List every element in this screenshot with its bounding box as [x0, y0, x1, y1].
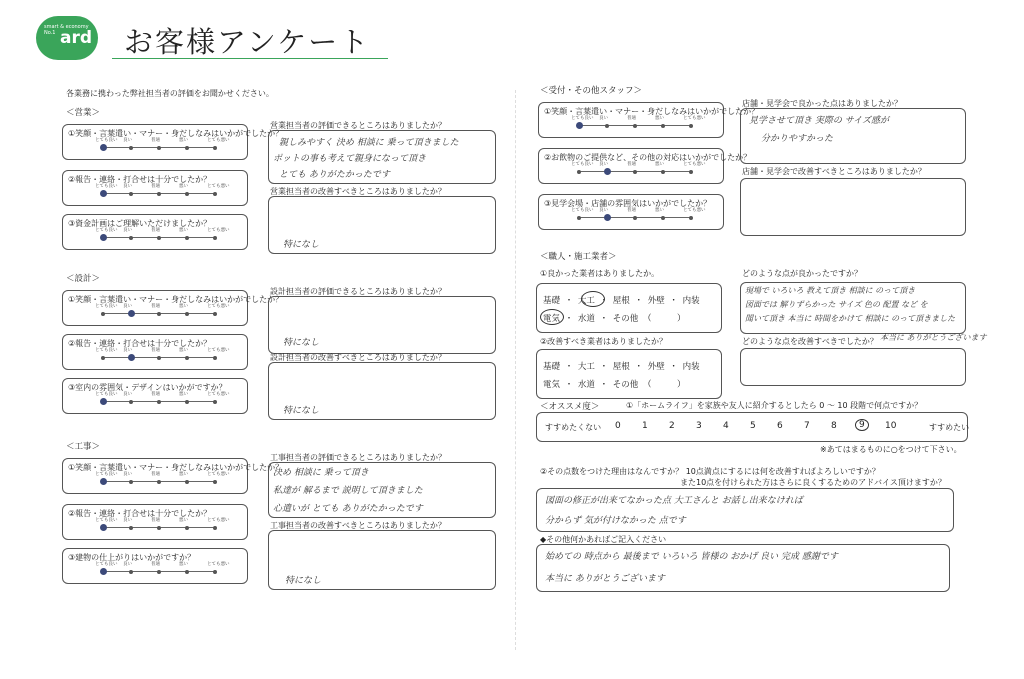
scale-label: 悪い [179, 348, 188, 353]
scale-label: とても良い [571, 162, 594, 167]
recommend-score[interactable]: 10 [885, 421, 897, 431]
scale-labels [85, 227, 235, 235]
rating-dot[interactable] [157, 526, 161, 530]
rating-dot-selected[interactable] [100, 524, 107, 531]
circle-mark [540, 309, 564, 325]
question-text: ②お飲物のご提供など、その他の対応はいかがでしたか？ [544, 153, 752, 162]
sales-heading: ＜営業＞ [66, 108, 101, 118]
rating-dot[interactable] [129, 400, 133, 404]
trades-improve-point-question: どのような点を改善すべきでしたか？ [742, 337, 878, 346]
recommend-scale-box[interactable] [536, 412, 968, 442]
scale-label: とても悪い [683, 162, 706, 167]
rating-dot-selected[interactable] [100, 398, 107, 405]
question-text: ②報告・連絡・打合せは十分でしたか？ [68, 339, 212, 348]
rating-scale [103, 313, 215, 314]
rating-scale [103, 193, 215, 194]
trades-good-point-answer-box[interactable] [740, 282, 966, 334]
scale-labels [561, 207, 711, 215]
rating-dot-selected[interactable] [128, 354, 135, 361]
rating-scale [103, 147, 215, 148]
scale-label: 普通 [151, 392, 160, 397]
handwritten-line: 特になし [285, 576, 322, 586]
scale-labels [85, 183, 235, 191]
rating-dot[interactable] [633, 170, 637, 174]
rating-dot[interactable] [213, 192, 217, 196]
rating-dot[interactable] [661, 170, 665, 174]
scale-label: とても良い [95, 562, 118, 567]
rating-dot[interactable] [633, 124, 637, 128]
handwritten-line: 特になし [283, 240, 320, 250]
rating-question[interactable] [62, 548, 248, 584]
rating-dot[interactable] [185, 192, 189, 196]
rating-dot[interactable] [689, 170, 693, 174]
rating-question[interactable] [538, 102, 760, 138]
rating-dot[interactable] [661, 124, 665, 128]
scale-labels [85, 517, 235, 525]
rating-question[interactable] [62, 170, 248, 206]
scale-labels [561, 115, 711, 123]
rating-dot[interactable] [185, 312, 189, 316]
scale-label: 普通 [151, 184, 160, 189]
rating-dot[interactable] [213, 146, 217, 150]
scale-label: 良い [123, 562, 132, 567]
handwritten-line: ポットの事も考えて親身になって頂き [273, 154, 427, 164]
sales-good-question: 営業担当者の評価できるところはありましたか？ [270, 121, 446, 130]
scale-label: とても良い [95, 184, 118, 189]
rating-dot[interactable] [129, 146, 133, 150]
recommend-score[interactable]: 1 [642, 421, 648, 431]
recommend-score[interactable]: 8 [831, 421, 837, 431]
rating-dot[interactable] [129, 570, 133, 574]
improve-trades-options-box[interactable] [536, 349, 722, 399]
trades-good-point-question: どのような点が良かったですか？ [742, 269, 862, 278]
handwritten-line: 特になし [283, 338, 320, 348]
recommend-score[interactable]: 7 [804, 421, 810, 431]
scale-label: とても悪い [683, 116, 706, 121]
reception-improve-question: 店舗・見学会で改善すべきところはありましたか？ [742, 167, 926, 176]
construction-heading: ＜工事＞ [66, 442, 101, 452]
rating-dot[interactable] [185, 400, 189, 404]
rating-question[interactable] [538, 194, 724, 230]
rating-question[interactable] [62, 214, 248, 250]
rating-dot[interactable] [129, 236, 133, 240]
scale-label: とても悪い [207, 518, 230, 523]
rating-dot[interactable] [157, 312, 161, 316]
scale-label: とても悪い [207, 304, 230, 309]
scale-label: 良い [123, 518, 132, 523]
question-text: ③資金計画はご理解いただけましたか？ [68, 219, 212, 228]
reception-heading: ＜受付・その他スタッフ＞ [540, 86, 643, 96]
scale-label: 悪い [179, 304, 188, 309]
scale-label: 悪い [179, 392, 188, 397]
scale-label: 悪い [179, 562, 188, 567]
scale-label: 良い [123, 348, 132, 353]
rating-question[interactable] [62, 504, 248, 540]
rating-dot[interactable] [689, 124, 693, 128]
trades-improve-question: ②改善すべき業者はありましたか？ [540, 337, 668, 346]
scale-label: 普通 [151, 228, 160, 233]
rating-dot[interactable] [213, 312, 217, 316]
rating-question[interactable] [62, 290, 284, 326]
rating-dot[interactable] [213, 236, 217, 240]
scale-labels [85, 471, 235, 479]
question-text: ③見学会場・店舗の雰囲気はいかがでしたか？ [544, 199, 712, 208]
trades-good-question: ①良かった業者はありましたか。 [540, 269, 660, 278]
handwritten-line: 親しみやすく 決め 相談に 乗って頂きました [279, 138, 459, 148]
rating-dot[interactable] [185, 526, 189, 530]
construction-improve-answer-box[interactable] [268, 530, 496, 590]
logo-text: ard [60, 28, 93, 48]
handwritten-line: 始めての 時点から 最後まで いろいろ 皆様の おかげ 良い 完成 感謝です [545, 552, 838, 562]
question-text: ②報告・連絡・打合せは十分でしたか？ [68, 175, 212, 184]
handwritten-line: 見学させて頂き 実際の サイズ感が [749, 116, 890, 126]
scale-labels [85, 303, 235, 311]
question-text: ①笑顔・言葉遣い・マナー・身だしなみはいかがでしたか？ [544, 107, 760, 116]
scale-label: 普通 [151, 518, 160, 523]
rating-dot[interactable] [157, 400, 161, 404]
recommend-note: ※あてはまるものに○をつけて下さい。 [820, 445, 962, 454]
question-text: ③建物の仕上がりはいかがですか？ [68, 553, 196, 562]
scale-label: とても良い [95, 304, 118, 309]
handwritten-line: 私達が 解るまで 説明して頂きました [273, 486, 423, 496]
scale-label: 悪い [655, 162, 664, 167]
good-trades-options-box[interactable] [536, 283, 722, 333]
scale-label: 普通 [151, 348, 160, 353]
scale-label: 普通 [151, 562, 160, 567]
scale-label: とても良い [571, 208, 594, 213]
rating-dot[interactable] [129, 192, 133, 196]
rating-dot-selected[interactable] [100, 234, 107, 241]
rating-dot[interactable] [213, 400, 217, 404]
scale-label: とても悪い [207, 392, 230, 397]
rating-dot[interactable] [157, 192, 161, 196]
trade-options-line: 基礎 ・ 大工 ・ 屋根 ・ 外壁 ・ 内装 [543, 362, 700, 372]
scale-labels [85, 347, 235, 355]
rating-question[interactable] [62, 458, 284, 494]
scale-label: とても悪い [207, 138, 230, 143]
sales-improve-question: 営業担当者の改善すべきところはありましたか？ [270, 187, 446, 196]
handwritten-line: 聞いて頂き 本当に 時間をかけて 相談に のって頂きました [745, 314, 956, 323]
rating-scale [103, 357, 215, 358]
scale-label: 悪い [655, 116, 664, 121]
rating-dot[interactable] [213, 526, 217, 530]
scale-label: 悪い [179, 184, 188, 189]
scale-label: とても良い [95, 138, 118, 143]
trades-heading: ＜職人・施工業者＞ [540, 252, 617, 262]
design-improve-answer-box[interactable] [268, 362, 496, 420]
other-question: ◆その他何かあればご記入ください [540, 535, 667, 544]
rating-question[interactable] [538, 148, 752, 184]
rating-dot[interactable] [157, 570, 161, 574]
recommend-score[interactable]: 5 [750, 421, 756, 431]
column-divider [515, 90, 516, 650]
scale-label: とても良い [95, 518, 118, 523]
recommend-score[interactable]: 3 [696, 421, 702, 431]
scale-label: 良い [599, 116, 608, 121]
scale-label: 良い [123, 184, 132, 189]
rating-dot[interactable] [213, 570, 217, 574]
scale-label: とても悪い [207, 348, 230, 353]
scale-label: とても悪い [683, 208, 706, 213]
scale-label: 普通 [151, 138, 160, 143]
rating-scale [103, 481, 215, 482]
trade-options-line: 基礎 ・ 大工 ・ 屋根 ・ 外壁 ・ 内装 [543, 296, 700, 306]
rating-dot[interactable] [157, 146, 161, 150]
scale-label: 悪い [179, 472, 188, 477]
rating-scale [579, 125, 691, 126]
scale-label: とても良い [95, 392, 118, 397]
scale-label: 良い [123, 304, 132, 309]
rating-dot[interactable] [185, 480, 189, 484]
intro-text: 各業務に携わった弊社担当者の評価をお聞かせください。 [66, 89, 274, 98]
rating-question[interactable] [62, 334, 248, 370]
handwritten-line: 分からず 気が付けなかった 点です [545, 516, 686, 526]
scale-label: 普通 [627, 162, 636, 167]
rating-dot[interactable] [633, 216, 637, 220]
handwritten-line: 本当に ありがとうございます [880, 333, 987, 342]
scale-label: 悪い [655, 208, 664, 213]
rating-dot[interactable] [605, 124, 609, 128]
sales-improve-answer-box[interactable] [268, 196, 496, 254]
rating-dot[interactable] [101, 356, 105, 360]
rating-dot[interactable] [129, 526, 133, 530]
question-text: ①笑顔・言葉遣い・マナー・身だしなみはいかがでしたか？ [68, 129, 284, 138]
rating-dot-selected[interactable] [100, 478, 107, 485]
rating-dot-selected[interactable] [604, 168, 611, 175]
trade-options-line: 電気 ・ 水道 ・ その他 （ ） [543, 314, 686, 324]
rating-scale [103, 237, 215, 238]
trades-improve-point-answer-box[interactable] [740, 348, 966, 386]
rating-dot[interactable] [101, 312, 105, 316]
rating-dot[interactable] [157, 356, 161, 360]
rating-dot[interactable] [185, 236, 189, 240]
scale-label: 悪い [179, 138, 188, 143]
scale-labels [85, 561, 235, 569]
recommend-heading: ＜オススメ度＞ [540, 402, 600, 412]
rating-dot-selected[interactable] [100, 144, 107, 151]
rating-scale [103, 571, 215, 572]
reception-good-question: 店舗・見学会で良かった点はありましたか？ [742, 99, 902, 108]
scale-label: 良い [123, 392, 132, 397]
handwritten-line: とても ありがたかったです [279, 170, 390, 180]
recommend-score[interactable]: 0 [615, 421, 621, 431]
scale-label: 悪い [179, 518, 188, 523]
question-text: ②報告・連絡・打合せは十分でしたか？ [68, 509, 212, 518]
construction-good-question: 工事担当者の評価できるところはありましたか？ [270, 453, 446, 462]
scale-label: 良い [599, 162, 608, 167]
rating-dot[interactable] [577, 216, 581, 220]
scale-labels [561, 161, 711, 169]
design-good-answer-box[interactable] [268, 296, 496, 354]
rating-dot[interactable] [577, 170, 581, 174]
other-answer-box[interactable] [536, 544, 950, 592]
reception-good-answer-box[interactable] [740, 108, 966, 164]
scale-label: とても悪い [207, 184, 230, 189]
recommend-score[interactable]: 6 [777, 421, 783, 431]
scale-label: 普通 [151, 472, 160, 477]
rating-dot[interactable] [213, 480, 217, 484]
rating-dot-selected[interactable] [100, 568, 107, 575]
rating-scale [579, 171, 691, 172]
scale-label: とても良い [95, 472, 118, 477]
rating-dot[interactable] [689, 216, 693, 220]
recommend-score-selected[interactable]: 9 [855, 419, 869, 431]
rating-question[interactable] [62, 378, 248, 414]
title-underline [112, 58, 388, 59]
rating-dot[interactable] [129, 480, 133, 484]
scale-label: とても良い [95, 348, 118, 353]
rating-scale [103, 527, 215, 528]
construction-improve-question: 工事担当者の改善すべきところはありましたか？ [270, 521, 446, 530]
design-improve-question: 設計担当者の改善すべきところはありましたか？ [270, 353, 446, 362]
rating-scale [579, 217, 691, 218]
rating-dot-selected[interactable] [100, 190, 107, 197]
scale-low-label: すすめたくない [545, 423, 602, 432]
scale-label: とても悪い [207, 472, 230, 477]
trade-options-line: 電気 ・ 水道 ・ その他 （ ） [543, 380, 686, 390]
reason-question-2: また10点を付けられた方はさらに良くするためのアドバイス頂けますか？ [680, 478, 946, 487]
question-text: ③室内の雰囲気・デザインはいかがですか？ [68, 383, 227, 392]
reception-improve-answer-box[interactable] [740, 178, 966, 236]
rating-dot-selected[interactable] [576, 122, 583, 129]
scale-label: 普通 [627, 208, 636, 213]
scale-labels [85, 391, 235, 399]
scale-label: 普通 [151, 304, 160, 309]
rating-question[interactable] [62, 124, 284, 160]
reason-answer-box[interactable] [536, 488, 954, 532]
reason-question: ②その点数をつけた理由はなんですか？ 10点満点にするには何を改善すればよろしいですか？ [540, 467, 880, 476]
construction-good-answer-box[interactable] [268, 462, 496, 518]
design-good-question: 設計担当者の評価できるところはありましたか？ [270, 287, 446, 296]
design-heading: ＜設計＞ [66, 274, 101, 284]
rating-dot[interactable] [185, 146, 189, 150]
rating-dot[interactable] [185, 570, 189, 574]
rating-dot[interactable] [213, 356, 217, 360]
rating-scale [103, 401, 215, 402]
recommend-score[interactable]: 2 [669, 421, 675, 431]
scale-labels [85, 137, 235, 145]
logo-tagline: smart & economy No.1 [44, 24, 89, 36]
scale-label: 普通 [627, 116, 636, 121]
handwritten-line: 心遣いが とても ありがたかったです [273, 504, 423, 514]
rating-dot-selected[interactable] [128, 310, 135, 317]
scale-label: 良い [123, 138, 132, 143]
sales-good-answer-box[interactable] [268, 130, 496, 184]
handwritten-line: 図面では 解りずらかった サイズ 色の 配置 など を [745, 300, 928, 309]
scale-label: 良い [123, 472, 132, 477]
scale-label: とても良い [95, 228, 118, 233]
scale-label: 悪い [179, 228, 188, 233]
handwritten-line: 本当に ありがとうございます [545, 574, 665, 584]
scale-high-label: すすめたい [929, 423, 970, 432]
page-title: お客様アンケート [124, 25, 371, 59]
scale-label: 良い [123, 228, 132, 233]
rating-dot[interactable] [661, 216, 665, 220]
scale-label: とても良い [571, 116, 594, 121]
rating-dot[interactable] [157, 480, 161, 484]
handwritten-line: 分かりやすかった [761, 134, 834, 144]
question-text: ①笑顔・言葉遣い・マナー・身だしなみはいかがでしたか？ [68, 295, 284, 304]
handwritten-line: 図面の修正が出来てなかった点 大工さんと お話し出来なければ [545, 496, 803, 506]
scale-label: とても悪い [207, 228, 230, 233]
recommend-question: ①「ホームライフ」を家族や友人に紹介するとしたら 0 ～ 10 段階で何点ですか？ [626, 401, 923, 410]
scale-label: とても悪い [207, 562, 230, 567]
company-logo [36, 16, 98, 60]
rating-dot[interactable] [157, 236, 161, 240]
rating-dot[interactable] [185, 356, 189, 360]
question-text: ①笑顔・言葉遣い・マナー・身だしなみはいかがでしたか？ [68, 463, 284, 472]
recommend-score[interactable]: 4 [723, 421, 729, 431]
handwritten-line: 現場で いろいろ 教えて頂き 相談に のって頂き [745, 286, 916, 295]
rating-dot-selected[interactable] [604, 214, 611, 221]
circle-mark [581, 291, 605, 307]
scale-label: 良い [599, 208, 608, 213]
handwritten-line: 特になし [283, 406, 320, 416]
handwritten-line: 決め 相談に 乗って頂き [273, 468, 369, 478]
